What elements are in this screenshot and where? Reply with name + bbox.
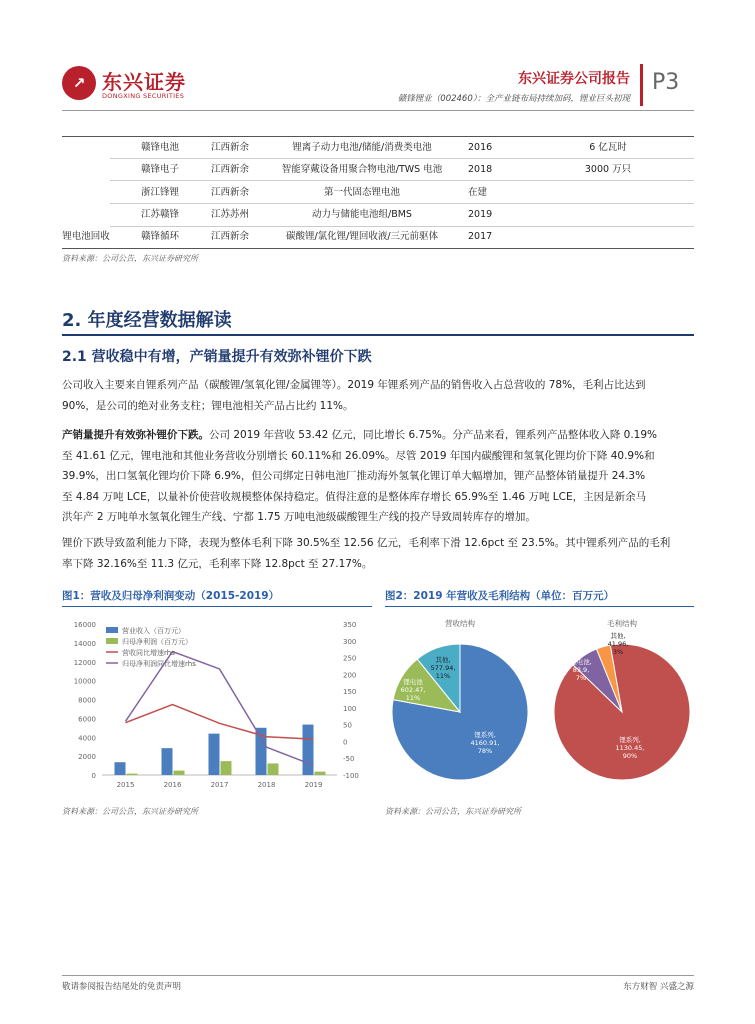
pie-title: 营收结构 [445,619,475,628]
text-line: 公司收入主要来自锂系列产品（碳酸锂/氢氧化锂/金属锂等）。2019 年锂系列产品的销售收入占总营收的 78%，毛利占比达到 [62,379,646,391]
figure-2-title: 图2：2019 年营收及毛利结构（单位：百万元） [385,590,615,602]
text-line: 90%，是公司的绝对业务支柱；锂电池相关产品占比约 11%。 [62,399,354,412]
paragraph-3 [62,533,694,574]
pie-slice-label: 90% [622,752,638,760]
bar-net-profit [127,774,138,775]
y-tick-right: 250 [343,654,357,663]
logo-text-en: DONGXING SECURITIES [102,92,185,100]
table-cell: 江西新余 [210,164,249,175]
y-tick-right: -50 [343,755,355,764]
pie-slice-label: 锂电池, [570,658,592,666]
pie-slice-label: 83.9, [572,666,590,674]
legend-label: 营业收入（百万元） [122,627,185,635]
x-tick-label: 2016 [163,781,182,789]
y-tick-right: 150 [343,688,357,697]
table-cell: 江西新余 [210,187,249,198]
pie-slice-label: 锂电池 [403,678,423,686]
table-cell: 2019 [468,209,493,220]
bold-lead: 产销量提升有效弥补锂价下跌。 [62,429,209,441]
table-cell: 智能穿戴设备用聚合物电池/TWS 电池 [281,164,443,175]
y-tick-left: 12000 [73,658,96,667]
pie-title: 毛利结构 [607,619,637,628]
text-line: 至 4.84 万吨 LCE，以量补价使营收规模整体保持稳定。值得注意的是整体库存增长 65.9%至 1.46 万吨 LCE，主因是新余马 [62,490,647,503]
x-tick-label: 2019 [304,781,323,789]
figure-1-rule [62,606,372,607]
figure-1-title: 图1：营收及归母净利润变动（2015-2019） [62,590,280,602]
table-cell: 2016 [468,142,493,153]
table-cell: 3000 万只 [584,164,632,175]
pie-slice-label: 11% [405,694,421,702]
bar-net-profit [268,763,279,775]
table-row-divider [110,226,694,227]
figure-2-source: 资料来源：公司公告，东兴证券研究所 [385,807,521,816]
text-line [62,425,694,446]
logo-text: 东兴证券 [102,70,186,94]
pie-slice-label: 577.94, [430,664,456,672]
figure-2-rule [385,606,694,607]
logo-glyph: ↗ [72,74,86,92]
pie-slice-label: 11% [435,672,451,680]
table-cell: 赣锋循环 [140,231,179,242]
figure-1-source: 资料来源：公司公告，东兴证券研究所 [62,807,198,816]
pie-slice-label: 其他, [435,656,451,664]
y-tick-right: 300 [343,637,357,646]
pie-slice-label: 78% [477,747,493,755]
y-tick-left: 16000 [73,621,96,629]
pie-slice-label: 7% [575,674,587,682]
pie-slice-label: 其他, [610,632,626,640]
pie-slice-label: 1130.45, [615,744,645,752]
bar-net-profit [174,771,185,775]
y-tick-right: 100 [343,704,357,713]
section-rule [62,334,694,336]
table-row-divider [110,158,694,159]
page-number: P3 [652,70,680,95]
y-tick-right: 0 [343,738,348,747]
bar-revenue [303,725,314,775]
table-cell: 动力与储能电池组/BMS [312,209,412,220]
pie-slice-label: 4160.91, [470,739,500,747]
table-row-divider [110,180,694,181]
y-tick-left: 4000 [78,734,96,743]
pie-slice-label: 锂系列, [474,731,496,739]
table-cell: 锂电池回收 [62,231,110,242]
y-tick-left: 10000 [73,677,96,686]
legend-label: 营收同比增速rhs [122,649,175,657]
y-tick-right: -100 [343,772,359,780]
header-rule [62,110,694,111]
table-cell: 2018 [468,164,493,175]
table-bottom-rule [62,248,694,249]
paragraph-2 [62,425,694,528]
report-subtitle: 赣锋锂业（002460）：全产业链布局持续加码，锂业巨头初现 [397,94,630,104]
figure-1-chart [62,612,372,797]
text-span: 公司 2019 年营收 53.42 亿元，同比增长 6.75%。分产品来看，锂系列产品整体收入降 0.19% [209,429,658,441]
table-cell: 第一代固态锂电池 [323,187,400,198]
paragraph-1 [62,375,694,416]
y-tick-left: 0 [91,772,96,780]
pie-slice-label: 3% [612,648,624,656]
y-tick-left: 8000 [78,696,96,705]
footer-rule [62,975,694,976]
footer-disclaimer: 敬请参阅报告结尾处的免责声明 [62,982,182,992]
table-cell: 江西新余 [210,231,249,242]
text-line: 39.9%，出口氢氧化锂均价下降 6.9%，但公司绑定日韩电池厂推动海外氢氧化锂订单大幅增加，锂产品整体销量提升 24.3% [62,470,646,482]
table-cell: 碳酸锂/氯化锂/锂回收液/三元前驱体 [285,231,439,242]
legend-label: 归母净利润同比增速rhs [122,660,196,668]
table-cell: 江苏苏州 [210,209,249,220]
table-cell: 6 亿瓦时 [589,142,627,153]
x-tick-label: 2017 [210,781,229,789]
table-row-divider [110,203,694,204]
table-cell: 赣锋电子 [140,164,179,175]
figure-2-chart [385,612,694,797]
table-source: 资料来源：公司公告，东兴证券研究所 [62,254,198,263]
x-tick-label: 2018 [257,781,276,789]
text-line: 至 41.61 亿元，锂电池和其他业务营收分别增长 60.11%和 26.09%。尽管 2019 年国内碳酸锂和氢氧化锂均价下降 40.9%和 [62,449,655,462]
table-top-rule [62,136,694,137]
table-cell: 在建 [468,187,488,198]
bar-net-profit [315,772,326,775]
header-divider [640,64,643,106]
x-tick-label: 2015 [116,781,135,789]
bar-net-profit [221,761,232,775]
section-heading: 2. 年度经营数据解读 [62,310,232,331]
footer-slogan: 东方财智 兴盛之源 [623,982,694,992]
pie-slice-label: 41.96, [607,640,629,648]
table-cell: 浙江锋锂 [140,187,179,198]
y-tick-right: 50 [343,721,352,730]
table-cell: 赣锋电池 [140,142,179,153]
text-line: 洪年产 2 万吨单水氢氧化锂生产线、宁都 1.75 万吨电池级碳酸锂生产线的投产导致周转库存的增加。 [62,511,536,523]
legend-label: 归母净利润（百万元） [122,638,192,646]
y-tick-right: 200 [343,671,357,680]
text-line: 率下降 32.16%至 11.3 亿元，毛利率下降 12.8pct 至 27.17%。 [62,557,373,570]
legend-swatch [106,627,118,633]
bar-revenue [115,762,126,775]
pie-slice-label: 锂系列, [619,736,641,744]
bar-revenue [209,734,220,775]
bar-revenue [162,748,173,775]
table-cell: 2017 [468,231,493,242]
pie-slice-label: 602.47, [400,686,426,694]
table-cell: 江西新余 [210,142,249,153]
y-tick-left: 6000 [78,715,96,724]
y-tick-right: 350 [343,621,357,629]
text-line: 锂价下跌导致盈利能力下降，表现为整体毛利下降 30.5%至 12.56 亿元，毛利率下滑 12.6pct 至 23.5%。其中锂系列产品的毛利 [62,537,671,549]
report-title: 东兴证券公司报告 [518,71,630,87]
legend-swatch [106,638,118,644]
table-cell: 江苏赣锋 [140,209,179,220]
y-tick-left: 2000 [78,753,96,762]
subsection-heading: 2.1 营收稳中有增，产销量提升有效弥补锂价下跌 [62,349,372,365]
table-cell: 锂离子动力电池/储能/消费类电池 [292,142,432,153]
y-tick-left: 14000 [73,639,96,648]
